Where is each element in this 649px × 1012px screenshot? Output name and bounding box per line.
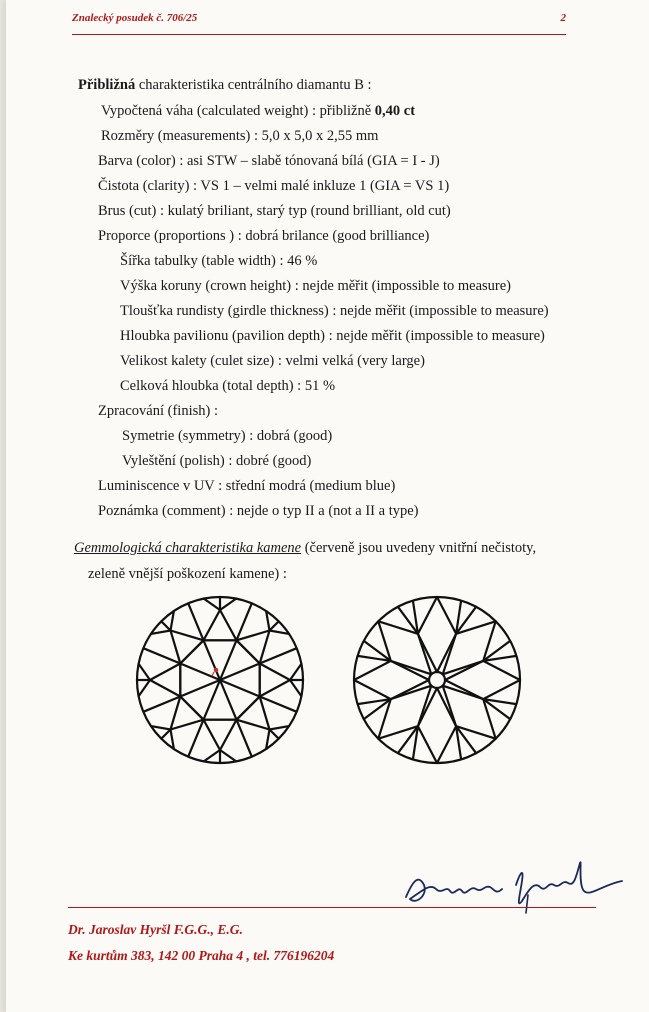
bezel-edge [143, 648, 180, 663]
star-facet [204, 720, 237, 750]
star-facet [237, 631, 270, 664]
pavilion-main-facet [378, 621, 431, 674]
star-facet [150, 664, 180, 697]
girdle-facet-edge [139, 664, 150, 680]
inclusion-mark [214, 668, 219, 673]
pavilion-main-facet [418, 688, 456, 763]
section-title-rest: charakteristika centrálního diamantu B : [135, 77, 372, 93]
row-total-depth: Celková hloubka (total depth) : 51 % [120, 378, 336, 394]
pavilion-main-facet [443, 686, 496, 739]
page-number: 2 [560, 12, 566, 24]
star-facet [260, 664, 290, 697]
bezel-edge [188, 720, 203, 757]
girdle-facet-edge [204, 750, 220, 761]
pavilion-main-facet [418, 597, 456, 672]
bezel-edge [143, 697, 180, 712]
footer-address: Ke kurtům 383, 142 00 Praha 4 , tel. 776196204 [68, 948, 335, 963]
bezel-edge [237, 603, 252, 640]
main-facet-edge [270, 730, 279, 739]
pavilion-main-facet [445, 661, 520, 699]
page-header [72, 10, 566, 35]
row-girdle-thickness: Tloušťka rundisty (girdle thickness) : nejde měřit (impossible to measure) [120, 303, 549, 319]
girdle-facet-edge [204, 599, 220, 610]
gemmology-title-rest: (červeně jsou uvedeny vnitřní nečistoty, [301, 540, 537, 556]
row-table-width: Šířka tabulky (table width) : 46 % [120, 253, 318, 269]
girdle-point [378, 621, 379, 622]
row-bold-value: 0,40 ct [374, 103, 416, 119]
star-facet [171, 631, 204, 664]
row-luminescence: Luminiscence v UV : střední modrá (medium blue) [98, 478, 396, 494]
section-title-bold: Přibližná [78, 77, 136, 93]
row-comment: Poznámka (comment) : nejde o typ II a (not a II a type) [98, 503, 419, 519]
footer-divider [68, 907, 596, 908]
diamond-crown-diagram [132, 592, 308, 768]
star-facet [204, 610, 237, 640]
inclusion-mark-tail [212, 672, 214, 676]
row-proportions: Proporce (proportions ) : dobrá brilance (good brilliance) [98, 228, 430, 244]
girdle-point [495, 621, 496, 622]
pavilion-main-facet [378, 686, 431, 739]
bezel-edge [260, 648, 297, 663]
diamond-pavilion-diagram [349, 592, 525, 768]
row-measurements: Rozměry (measurements) : 5,0 x 5,0 x 2,55 mm [101, 128, 379, 144]
pavilion-main-facet [443, 621, 496, 674]
row-crown-height: Výška koruny (crown height) : nejde měřit (impossible to measure) [120, 278, 511, 294]
row-culet-size: Velikost kalety (culet size) : velmi velká (very large) [120, 353, 425, 369]
report-title: Znalecký posudek č. 706/25 [72, 12, 198, 24]
girdle-facet-edge [290, 664, 301, 680]
row-cut: Brus (cut) : kulatý briliant, starý typ (round brilliant, old cut) [98, 203, 451, 219]
bezel-edge [237, 720, 252, 757]
row-label: Vypočtená váha (calculated weight) : přibližně [101, 103, 375, 119]
main-facet-edge [161, 730, 170, 739]
girdle-point [378, 738, 379, 739]
girdle-facet-edge [220, 750, 236, 761]
row-symmetry: Symetrie (symmetry) : dobrá (good) [122, 428, 333, 444]
star-facet [171, 697, 204, 730]
bezel-edge [260, 697, 297, 712]
bezel-edge [188, 603, 203, 640]
girdle-facet-edge [290, 680, 301, 696]
gemmology-title-underlined: Gemmologická charakteristika kamene [74, 540, 302, 556]
row-clarity: Čistota (clarity) : VS 1 – velmi malé inkluze 1 (GIA = VS 1) [98, 178, 450, 194]
main-facet-edge [270, 621, 279, 630]
row-color: Barva (color) : asi STW – slabě tónovaná bílá (GIA = I - J) [98, 153, 440, 169]
row-pavilion-depth: Hloubka pavilionu (pavilion depth) : nejde měřit (impossible to measure) [120, 328, 545, 344]
star-facet [237, 697, 270, 730]
section-title [78, 77, 372, 94]
row-calculated-weight [101, 103, 415, 120]
row-polish: Vyleštění (polish) : dobré (good) [122, 453, 312, 469]
girdle-facet-edge [220, 599, 236, 610]
main-facet-edge [161, 621, 170, 630]
gemmology-title [74, 540, 536, 557]
girdle-point [495, 738, 496, 739]
footer-name: Dr. Jaroslav Hyršl F.G.G., E.G. [68, 922, 243, 937]
pavilion-main-facet [354, 661, 429, 699]
girdle-facet-edge [139, 680, 150, 696]
gemmology-subtitle: zeleně vnější poškození kamene) : [88, 566, 287, 582]
row-finish: Zpracování (finish) : [98, 403, 218, 419]
